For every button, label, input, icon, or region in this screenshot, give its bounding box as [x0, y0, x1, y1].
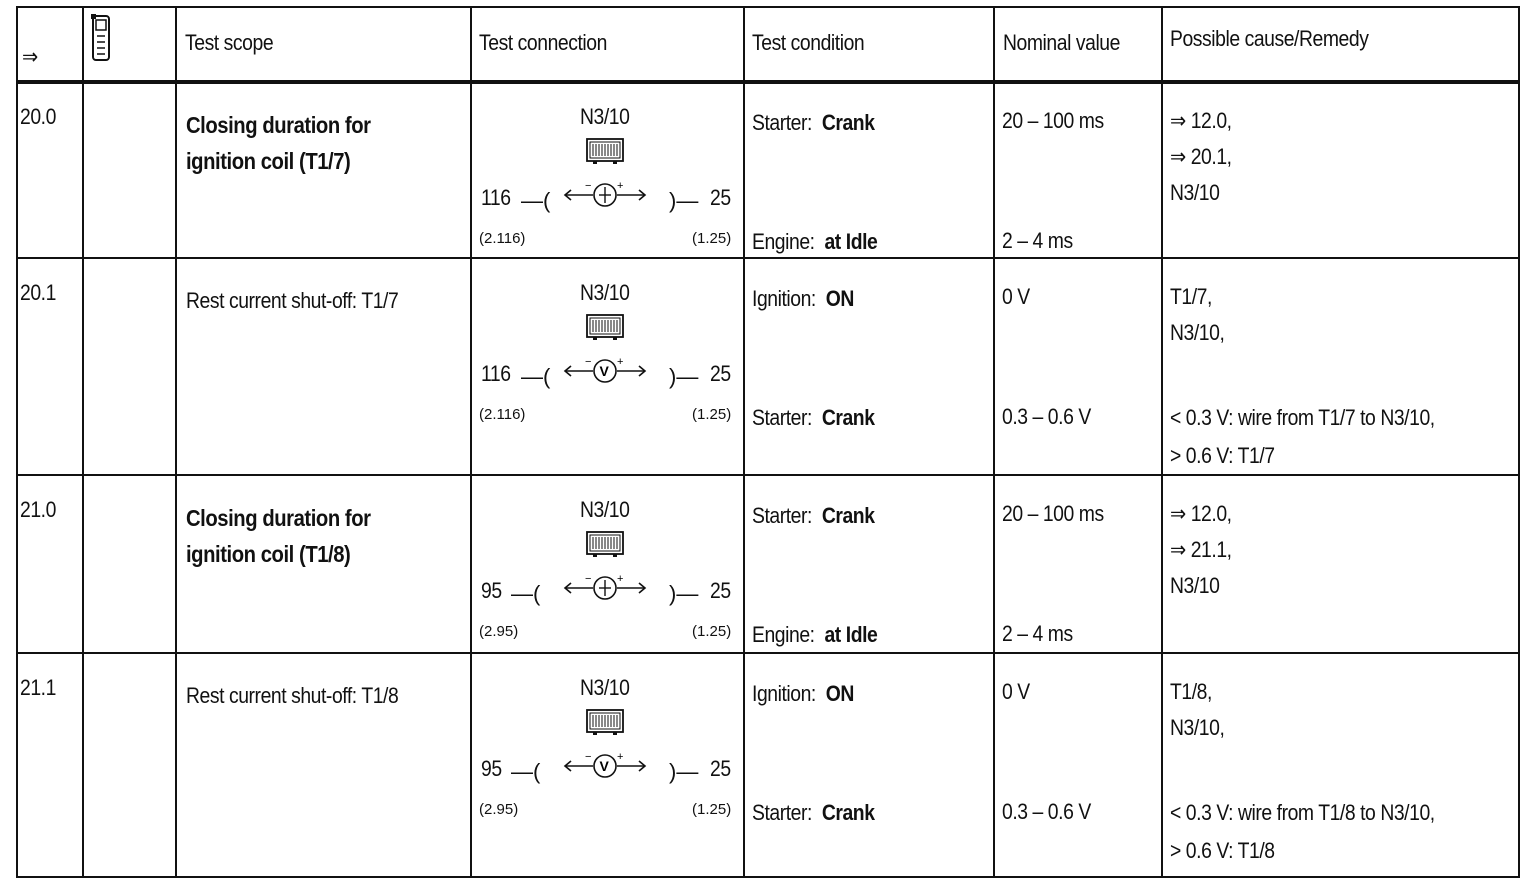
svg-text:V: V	[599, 363, 609, 379]
right-pin-sub: (1.25)	[692, 801, 732, 818]
nominal-value-2: 0.3 – 0.6 V	[1002, 404, 1091, 429]
condition-value: Crank	[821, 800, 875, 825]
condition-1	[752, 501, 875, 531]
condition-1	[752, 284, 854, 314]
remedy-line: N3/10	[1170, 180, 1220, 205]
svg-text:+: +	[617, 573, 624, 585]
row-id: 21.1	[20, 675, 56, 700]
row-id: 20.1	[20, 280, 56, 305]
row-id: 21.0	[20, 497, 56, 522]
probe-left-icon: —(	[521, 188, 551, 213]
header-test-condition: Test condition	[752, 30, 865, 55]
left-pin: 116	[481, 361, 511, 386]
left-pin: 116	[481, 185, 511, 210]
condition-value: at Idle	[824, 622, 878, 647]
col-divider	[470, 8, 472, 876]
condition-1	[752, 108, 875, 138]
condition-label: Ignition:	[752, 286, 816, 311]
svg-text:+: +	[617, 751, 624, 763]
condition-value: ON	[825, 286, 854, 311]
test-connection-diagram	[473, 655, 743, 818]
condition-value: Crank	[821, 503, 875, 528]
remedy-line: N3/10,	[1170, 320, 1225, 345]
header-test-scope: Test scope	[185, 30, 274, 55]
probe-right-icon: )—	[669, 364, 699, 389]
condition-value: Crank	[821, 110, 875, 135]
component-label: N3/10	[580, 497, 630, 522]
left-pin: 95	[481, 756, 502, 781]
col-divider	[993, 8, 995, 876]
col-divider	[1161, 8, 1163, 876]
nominal-value-1: 20 – 100 ms	[1002, 501, 1104, 526]
test-table	[16, 6, 1520, 878]
right-pin: 25	[710, 578, 731, 603]
remedy-line: T1/8,	[1170, 679, 1212, 704]
connector-icon	[585, 136, 625, 171]
condition-label: Starter:	[752, 110, 812, 135]
probe-right-icon: )—	[669, 759, 699, 784]
remedy-line: T1/7,	[1170, 284, 1212, 309]
svg-text:+: +	[617, 356, 624, 368]
svg-text:−: −	[585, 180, 592, 192]
test-connection-diagram	[473, 260, 743, 423]
row-divider	[18, 257, 1518, 259]
left-pin-sub: (2.116)	[479, 406, 526, 423]
test-scope-line2: ignition coil (T1/8)	[186, 541, 351, 567]
right-pin: 25	[710, 756, 731, 781]
row-divider	[18, 652, 1518, 654]
remedy-line: ⇒ 12.0,	[1170, 501, 1232, 526]
component-label: N3/10	[580, 104, 630, 129]
probe-left-icon: —(	[521, 364, 551, 389]
dwell-meter-icon	[563, 180, 647, 215]
condition-2	[752, 403, 875, 433]
remedy-line: > 0.6 V: T1/7	[1170, 443, 1275, 468]
header-possible-cause: Possible cause/Remedy	[1170, 26, 1369, 51]
probe-left-icon: —(	[511, 759, 541, 784]
condition-2	[752, 620, 877, 650]
remedy-line: N3/10	[1170, 573, 1220, 598]
component-label: N3/10	[580, 675, 630, 700]
row-id: 20.0	[20, 104, 56, 129]
svg-text:+: +	[617, 180, 624, 192]
condition-2	[752, 798, 875, 828]
condition-label: Starter:	[752, 405, 812, 430]
svg-text:−: −	[585, 356, 592, 368]
remedy-line: > 0.6 V: T1/8	[1170, 838, 1275, 863]
col-divider	[175, 8, 177, 876]
remedy-line: ⇒ 21.1,	[1170, 537, 1232, 562]
remedy-line: < 0.3 V: wire from T1/7 to N3/10,	[1170, 405, 1435, 430]
left-pin-sub: (2.95)	[479, 623, 519, 640]
probe-right-icon: )—	[669, 581, 699, 606]
svg-text:V: V	[599, 758, 609, 774]
right-pin: 25	[710, 185, 731, 210]
remedy-line: ⇒ 12.0,	[1170, 108, 1232, 133]
test-connection-diagram	[473, 84, 743, 247]
svg-text:−: −	[585, 751, 592, 763]
ref-arrow-header: ⇒	[22, 44, 38, 69]
left-pin: 95	[481, 578, 502, 603]
test-scope-line1: Closing duration for	[186, 505, 371, 531]
condition-value: ON	[825, 681, 854, 706]
condition-2	[752, 227, 877, 257]
nominal-value-2: 0.3 – 0.6 V	[1002, 799, 1091, 824]
probe-left-icon: —(	[511, 581, 541, 606]
right-pin-sub: (1.25)	[692, 406, 732, 423]
voltmeter-icon	[563, 751, 647, 786]
voltmeter-icon	[563, 356, 647, 391]
probe-right-icon: )—	[669, 188, 699, 213]
test-scope-line1: Rest current shut-off: T1/8	[186, 683, 399, 708]
col-divider	[743, 8, 745, 876]
condition-label: Starter:	[752, 503, 812, 528]
condition-label: Ignition:	[752, 681, 816, 706]
component-label: N3/10	[580, 280, 630, 305]
test-scope-line2: ignition coil (T1/7)	[186, 148, 351, 174]
left-pin-sub: (2.95)	[479, 801, 519, 818]
right-pin-sub: (1.25)	[692, 623, 732, 640]
test-connection-diagram	[473, 477, 743, 640]
remedy-line: < 0.3 V: wire from T1/8 to N3/10,	[1170, 800, 1435, 825]
test-scope-line1: Rest current shut-off: T1/7	[186, 288, 399, 313]
connector-icon	[585, 312, 625, 347]
header-nominal-value: Nominal value	[1003, 30, 1120, 55]
remedy-line: N3/10,	[1170, 715, 1225, 740]
remedy-line: ⇒ 20.1,	[1170, 144, 1232, 169]
connector-icon	[585, 707, 625, 742]
condition-1	[752, 679, 854, 709]
header-divider	[18, 80, 1518, 84]
condition-label: Engine:	[752, 622, 815, 647]
connector-icon	[585, 529, 625, 564]
nominal-value-1: 0 V	[1002, 284, 1030, 309]
nominal-value-2: 2 – 4 ms	[1002, 228, 1073, 253]
nominal-value-2: 2 – 4 ms	[1002, 621, 1073, 646]
dwell-meter-icon	[563, 573, 647, 608]
condition-label: Engine:	[752, 229, 815, 254]
right-pin: 25	[710, 361, 731, 386]
header-test-connection: Test connection	[479, 30, 607, 55]
handheld-tester-icon	[90, 14, 114, 64]
left-pin-sub: (2.116)	[479, 230, 526, 247]
condition-label: Starter:	[752, 800, 812, 825]
right-pin-sub: (1.25)	[692, 230, 732, 247]
condition-value: at Idle	[824, 229, 878, 254]
condition-value: Crank	[821, 405, 875, 430]
row-divider	[18, 474, 1518, 476]
nominal-value-1: 20 – 100 ms	[1002, 108, 1104, 133]
svg-text:−: −	[585, 573, 592, 585]
test-scope-line1: Closing duration for	[186, 112, 371, 138]
nominal-value-1: 0 V	[1002, 679, 1030, 704]
col-divider	[82, 8, 84, 876]
